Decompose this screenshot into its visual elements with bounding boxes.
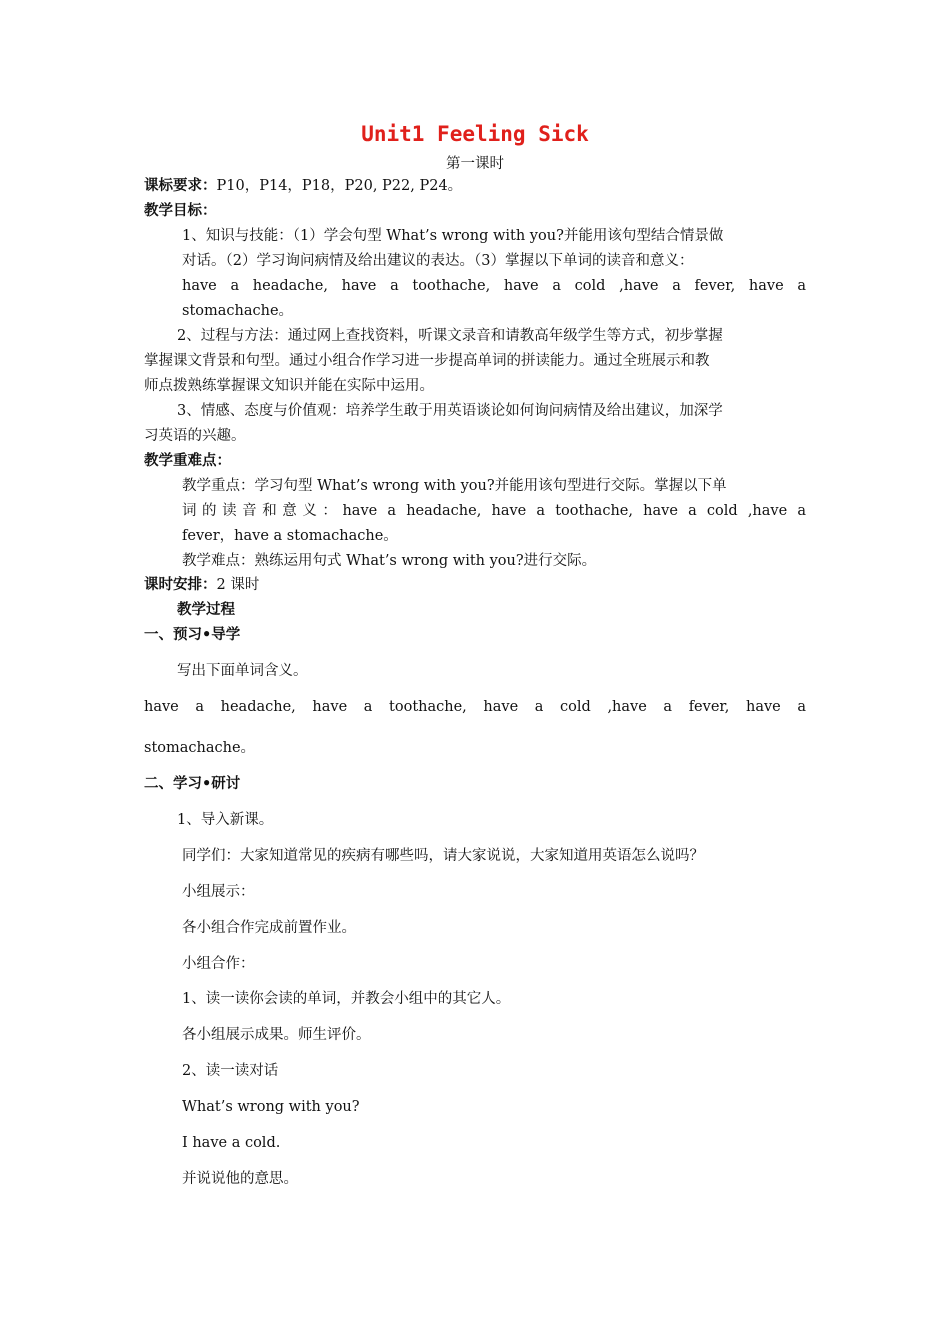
keypoint-line: 词的读音和意义：have a headache, have a toothache, have a cold ,have a [182,503,806,519]
section2-line: 各小组合作完成前置作业。 [182,920,356,936]
objective-line: 1、知识与技能：（1）学会句型 What’s wrong with you?并能用该句型结合情景做 [182,228,724,244]
objective-line: stomachache。 [182,303,294,319]
standard-label: 课标要求： [144,177,217,194]
process-heading: 教学过程 [177,601,235,618]
objective-line: 对话。（2）学习询问病情及给出建议的表达。（3）掌握以下单词的读音和意义： [182,253,694,269]
objective-line: 习英语的兴趣。 [144,428,246,444]
document-title: Unit1 Feeling Sick [361,122,589,146]
keypoint-line: 教学难点：熟练运用句式 What’s wrong with you?进行交际。 [182,553,597,569]
keypoints-heading: 教学重难点： [144,452,231,469]
standard-text: P10，P14，P18，P20, P22, P24。 [216,178,463,194]
keypoint-line: 教学重点：学习句型 What’s wrong with you?并能用该句型进行交际。掌握以下单 [182,478,727,494]
section2-line: 2、读一读对话 [182,1063,279,1079]
standard-line [144,176,462,196]
schedule-line [144,575,259,595]
schedule-label: 课时安排： [144,576,217,593]
section2-line: 并说说他的意思。 [182,1171,298,1187]
section1-heading: 一、预习•导学 [144,626,241,643]
section2-line: 各小组展示成果。师生评价。 [182,1027,371,1043]
section2-line: 同学们：大家知道常见的疾病有哪些吗，请大家说说，大家知道用英语怎么说吗？ [182,848,704,864]
section2-line: I have a cold. [182,1135,281,1151]
section1-instruction: 写出下面单词含义。 [177,663,308,679]
section2-line: 1、读一读你会读的单词，并教会小组中的其它人。 [182,991,511,1007]
objective-line: 3、情感、态度与价值观：培养学生敢于用英语谈论如何询问病情及给出建议，加深学 [177,403,723,419]
section2-heading: 二、学习•研讨 [144,775,241,792]
objective-line: 2、过程与方法：通过网上查找资料，听课文录音和请教高年级学生等方式，初步掌握 [177,328,723,344]
objective-line: 师点拨熟练掌握课文知识并能在实际中运用。 [144,378,434,394]
section2-line: 小组合作： [182,956,255,972]
section2-line: 小组展示： [182,884,255,900]
objective-line: 掌握课文背景和句型。通过小组合作学习进一步提高单词的拼读能力。通过全班展示和教 [144,353,710,369]
objectives-heading: 教学目标： [144,202,217,219]
objective-line: have a headache, have a toothache, have a cold ,have a fever, have a [182,278,806,294]
schedule-text: 2 课时 [216,577,260,593]
lesson-period: 第一课时 [446,156,504,172]
vocabulary-line: have a headache, have a toothache, have a cold ,have a fever, have a [144,699,806,715]
keypoint-line: fever，have a stomachache。 [182,528,398,544]
vocabulary-line: stomachache。 [144,740,256,756]
section2-line: What’s wrong with you? [182,1099,360,1115]
section2-line: 1、导入新课。 [177,812,274,828]
